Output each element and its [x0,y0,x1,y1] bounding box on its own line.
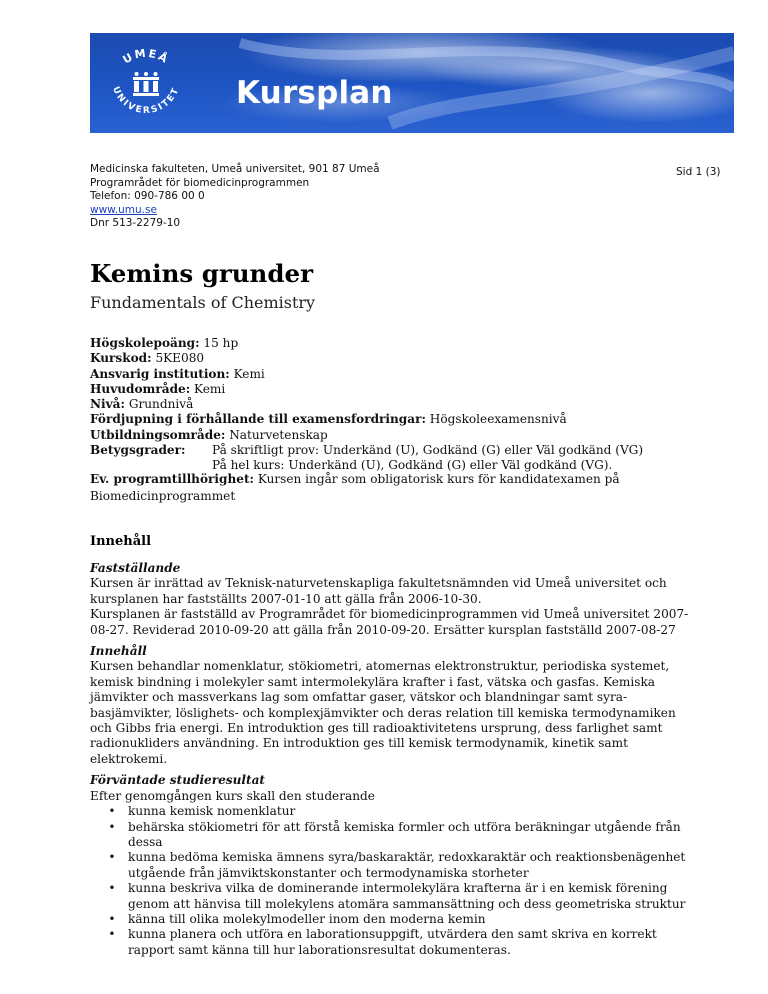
fact-level: Nivå: Grundnivå [90,397,194,412]
seal-text-top: UMEÅ [120,46,172,67]
course-subtitle: Fundamentals of Chemistry [90,293,316,312]
fact-depth: Fördjupning i förhållande till examensfordringar: Högskoleexamensnivå [90,412,567,427]
fact-credits: Högskolepoäng: 15 hp [90,336,239,350]
paragraph: Efter genomgången kurs skall den studerande [90,788,375,803]
section-heading: Innehåll [90,534,152,549]
svg-text:UMEÅ [121,47,172,67]
paragraph: Kursen är inrättad av Teknisk-naturvetenskapliga fakultetsnämnden vid Umeå universitet och kursplanen har fastställts 2007-01-10 att gälla från 2006-10-30. [90,576,667,606]
subheading: Förväntade studieresultat [90,773,266,788]
outcomes-list [90,804,700,958]
bullet: • [108,819,116,834]
address-line: Programrådet för biomedicinprogrammen [90,176,310,189]
course-facts [90,336,730,474]
dnr-line: Dnr 513-2279-10 [90,217,181,229]
paragraph: Kursplanen är fastställd av Programrådet för biomedicinprogrammen vid Umeå universitet 2007-08-27. Reviderad 2010-09-20 att gälla från 2010-09-20. Ersätter kursplan fastställd 2007-08-27 [90,607,689,637]
course-title: Kemins grunder [90,259,314,288]
website-link[interactable]: www.umu.se [90,203,157,216]
paragraph: Kursen behandlar nomenklatur, stökiometri, atomernas elektronstruktur, periodiska systemet, kemisk bindning i molekyler samt intermolekylära krafter i fast, vätska och gasfas. Kemiska jämvikter och massverkans lag som omfattar gaser, vätskor och blandningar samt syra-basjämvikter, löslighets- och komplexjämvikter och deras relation till kemiska termodynamiken och Gibbs fria energi. En introduktion ges till radioaktivitetens ursprung, dess farlighet samt radionukliders användning. En introduktion ges till kemisk termodynamik, kinetik samt elektrokemi. [90,659,676,766]
list-item: • kunna bedöma kemiska ämnens syra/baskaraktär, redoxkaraktär och reaktionsbenägenhet utgående från jämviktskonstanter och termodynamiska storheter [108,850,686,880]
seal-text-bottom: UNIVERSITET [110,85,182,117]
page-number: Sid 1 (3) [676,166,721,178]
section-resultat [90,773,700,958]
banner [90,33,734,133]
content-sections [90,561,700,964]
bullet: • [108,881,116,896]
umea-university-seal-icon [100,39,192,131]
fact-program: Ev. programtillhörighet: Kursen ingår som obligatorisk kurs för kandidatexamen på Biomedicinprogrammet [90,472,620,503]
section-innehall [90,644,700,767]
address-block [90,163,650,231]
list-item: • kunna planera och utföra en laborationsuppgift, utvärdera den samt skriva en korrekt rapport samt känna till hur laborationsresultat dokumenteras. [108,927,657,957]
bullet: • [108,927,116,942]
section-faststallande [90,561,700,638]
bullet: • [108,911,116,926]
grade-line: På skriftligt prov: Underkänd (U), Godkänd (G) eller Väl godkänd (VG) [212,443,644,458]
subheading: Innehåll [90,644,147,659]
banner-title: Kursplan [236,75,393,111]
subheading: Fastställande [90,561,181,575]
phone-line: Telefon: 090-786 00 0 [90,190,205,202]
list-item: • behärska stökiometri för att förstå kemiska formler och utföra beräkningar utgående från dessa [108,819,681,849]
fact-grades: Betygsgrader: På skriftligt prov: Underkänd (U), Godkänd (G) eller Väl godkänd (VG) På hel kurs: Underkänd (U), Godkänd (G) eller Väl godkänd (VG). [90,443,644,473]
fact-main-field: Huvudområde: Kemi [90,381,226,396]
list-item: • känna till olika molekylmodeller inom den moderna kemin [108,911,486,926]
grade-line: På hel kurs: Underkänd (U), Godkänd (G) eller Väl godkänd (VG). [212,458,613,473]
bullet: • [108,804,116,819]
address-line: Medicinska fakulteten, Umeå universitet, 901 87 Umeå [90,163,380,175]
fact-department: Ansvarig institution: Kemi [90,366,265,381]
bullet: • [108,850,116,865]
list-item: • kunna beskriva vilka de dominerande intermolekylära krafterna är i en kemisk förening genom att hänvisa till molekylens atomära sammansättning och dess geometriska struktur [108,881,686,911]
list-item: • kunna kemisk nomenklatur [108,804,296,819]
fact-course-code: Kurskod: 5KE080 [90,351,205,366]
fact-education-area: Utbildningsområde: Naturvetenskap [90,427,328,442]
